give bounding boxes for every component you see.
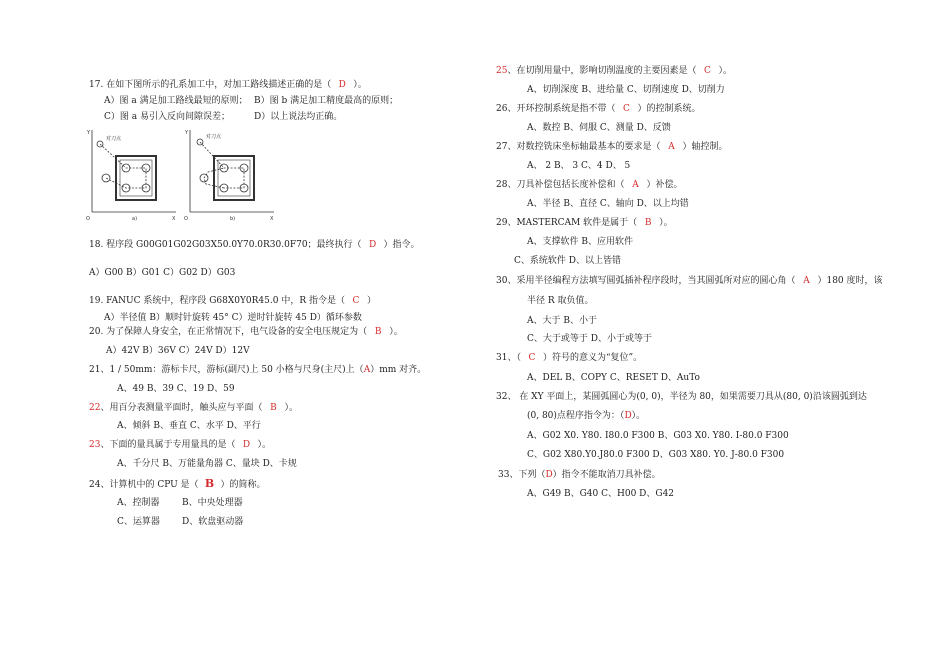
answer-21: A — [363, 365, 371, 375]
svg-text:O: O — [86, 216, 90, 222]
question-27: 27、对数控铣床坐标轴最基本的要求是（ A ）轴控制。 — [496, 142, 728, 152]
q24-option-b: B、中央处理器 — [182, 498, 243, 508]
q30-options-row2: C、大于或等于 D、小于或等于 — [527, 334, 652, 344]
q24-option-d: D、软盘驱动器 — [182, 517, 244, 527]
q17-option-b: B）图 b 满足加工精度最高的原则； — [254, 96, 399, 106]
question-20: 20. 为了保障人身安全，在正常情况下，电气设备的安全电压规定为（ B ）。 — [89, 327, 403, 337]
question-24: 24、计算机中的 CPU 是（ B ）的简称。 — [89, 477, 266, 490]
q26-options: A、数控 B、伺服 C、测量 D、反馈 — [527, 123, 671, 133]
q32-line2: (0, 80)点程序指令为：（D）。 — [527, 411, 646, 421]
question-25: 25、在切削用量中，影响切削温度的主要因素是（ C ）。 — [496, 66, 732, 76]
q30-options-row1: A、大于 B、小于 — [527, 316, 597, 326]
question-26: 26、开环控制系统是指不带（ C ）的控制系统。 — [496, 104, 701, 114]
svg-text:对刀点: 对刀点 — [106, 136, 122, 142]
q18-options: A）G00 B）G01 C）G02 D）G03 — [89, 268, 236, 278]
answer-32: D — [624, 411, 632, 421]
answer-17: D — [338, 80, 346, 90]
q23-options: A、千分尺 B、万能量角器 C、量块 D、卡规 — [117, 459, 297, 469]
q19-options: A）半径值 B）顺时针旋转 45° C）逆时针旋转 45 D）循环参数 — [104, 313, 362, 323]
answer-30: A — [803, 276, 810, 286]
answer-19: C — [352, 296, 360, 306]
answer-26: C — [623, 104, 630, 114]
question-17: 17. 在如下图所示的孔系加工中，对加工路线描述正确的是（ D ）。 — [89, 80, 367, 90]
q32-options-row2: C、G02 X80.Y0.J80.0 F300 D、G03 X80. Y0. J-80.0 F300 — [527, 450, 785, 460]
q31-options: A、DEL B、COPY C、RESET D、AuTo — [527, 373, 700, 383]
q24-option-a: A、控制器 — [117, 498, 160, 508]
answer-25: C — [704, 66, 711, 76]
question-30: 30、采用半径编程方法填写圆弧插补程序段时，当其圆弧所对应的圆心角（ A ）180 度时，该 — [496, 276, 883, 286]
question-18: 18. 程序段 G00G01G02G03X50.0Y70.0R30.0F70；最终执行（ D ）指令。 — [89, 240, 420, 250]
question-19: 19. FANUC 系统中，程序段 G68X0Y0R45.0 中，R 指令是（ C ） — [89, 296, 376, 306]
q17-option-a: A）图 a 满足加工路线最短的原则； — [104, 96, 248, 106]
svg-text:O: O — [184, 216, 188, 222]
answer-29: B — [644, 218, 652, 228]
question-31: 31、（ C ）符号的意义为“复位”。 — [496, 353, 643, 363]
answer-24: B — [204, 477, 215, 490]
question-33: 33、下列（D）指令不能取消刀具补偿。 — [498, 470, 661, 480]
q29-options-row1: A、支撑软件 B、应用软件 — [527, 237, 633, 247]
svg-text:X: X — [172, 216, 176, 222]
answer-27: A — [668, 142, 675, 152]
q25-options: A、切削深度 B、进给量 C、切削速度 D、切削力 — [527, 85, 725, 95]
q22-options: A、倾斜 B、垂直 C、水平 D、平行 — [117, 421, 261, 431]
q28-options: A、半径 B、直径 C、轴向 D、以上均错 — [527, 199, 689, 209]
q33-options: A、G49 B、G40 C、H00 D、G42 — [527, 489, 675, 499]
q17-option-c: C）图 a 易引入反向间隙误差； — [104, 112, 230, 122]
q17-option-d: D）以上说法均正确。 — [254, 112, 343, 122]
answer-18: D — [368, 240, 377, 250]
q29-options-row2: C、系统软件 D、以上皆错 — [514, 256, 621, 266]
question-21: 21、1 / 50mm：游标卡尺，游标(副尺)上 50 小格与尺身(主尺)上（A）mm 对齐。 — [89, 365, 427, 375]
svg-text:X: X — [270, 216, 274, 222]
question-22: 22、用百分表测量平面时，触头应与平面（ B ）。 — [89, 403, 298, 413]
q21-options: A、49 B、39 C、19 D、59 — [117, 384, 235, 394]
svg-text:Y: Y — [87, 130, 91, 136]
q27-options: A、 2 B、 3 C、4 D、 5 — [527, 161, 631, 171]
question-32: 32、 在 XY 平面上，某圆弧圆心为(0, 0)，半径为 80，如果需要刀具从(80, 0)沿该圆弧到达 — [496, 392, 867, 402]
answer-22: B — [270, 403, 277, 413]
q30-line2: 半径 R 取负值。 — [527, 296, 594, 306]
hole-path-figure-a — [86, 126, 178, 222]
svg-text:对刀点: 对刀点 — [206, 134, 222, 140]
svg-text:a): a) — [132, 216, 138, 222]
q32-options-row1: A、G02 X0. Y80. I80.0 F300 B、G03 X0. Y80. I-80.0 F300 — [527, 431, 789, 441]
question-23: 23、下面的量具属于专用量具的是（ D ）。 — [89, 440, 271, 450]
q24-option-c: C、运算器 — [117, 517, 160, 527]
answer-20: B — [374, 327, 382, 337]
question-28: 28、刀具补偿包括长度补偿和（ A ）补偿。 — [496, 180, 683, 190]
answer-31: C — [528, 353, 536, 363]
answer-33: D — [545, 470, 553, 480]
question-29: 29、MASTERCAM 软件是属于（ B ）。 — [496, 218, 673, 228]
q20-options: A）42V B）36V C）24V D）12V — [106, 346, 250, 356]
svg-text:Y: Y — [185, 130, 189, 136]
answer-23: D — [242, 440, 251, 450]
hole-path-figure-b — [184, 126, 276, 222]
answer-28: A — [632, 180, 639, 190]
svg-text:b): b) — [230, 216, 236, 222]
